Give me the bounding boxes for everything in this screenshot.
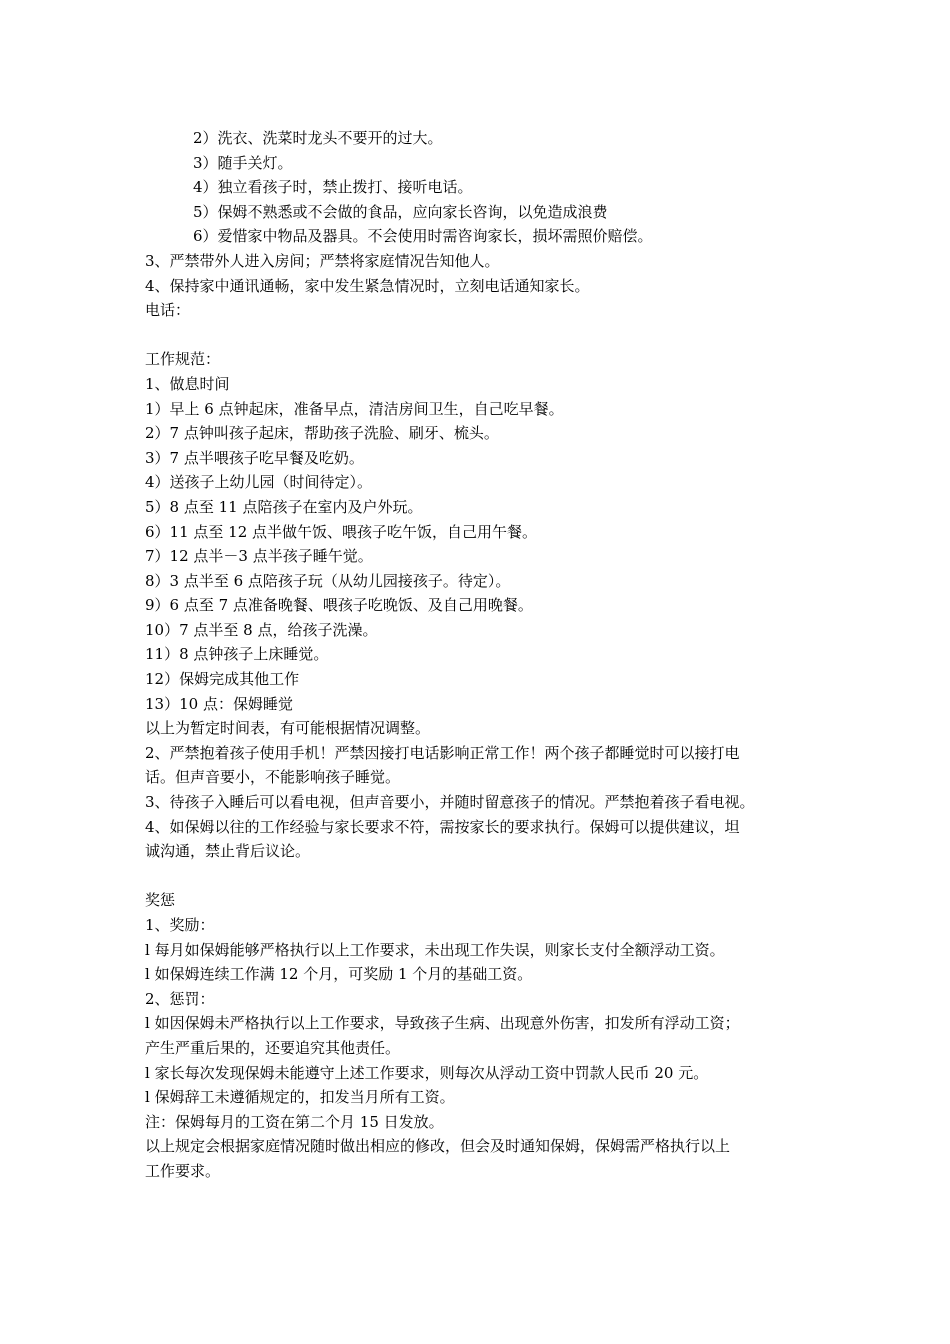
work-rule-3: 3、待孩子入睡后可以看电视，但声音要小，并随时留意孩子的情况。严禁抱着孩子看电视。 [145,793,755,812]
penalty-item-1-cont: 产生严重后果的，还要追究其他责任。 [145,1038,401,1057]
penalty-item-1: l 如因保姆未严格执行以上工作要求，导致孩子生病、出现意外伤害，扣发所有浮动工资； [145,1014,740,1033]
schedule-item: 12）保姆完成其他工作 [145,670,300,689]
closing-statement-cont: 工作要求。 [145,1161,221,1180]
schedule-item: 9）6 点至 7 点准备晚餐、喂孩子吃晚饭、及自己用晚餐。 [145,596,533,615]
work-norms-heading: 工作规范： [145,350,221,369]
saving-rule-item: 5）保姆不熟悉或不会做的食品，应向家长咨询，以免造成浪费 [193,202,608,221]
work-rule-2-cont: 话。但声音要小，不能影响孩子睡觉。 [145,768,401,787]
schedule-item: 2）7 点钟叫孩子起床，帮助孩子洗脸、刷牙、梳头。 [145,424,499,443]
schedule-item: 10）7 点半至 8 点，给孩子洗澡。 [145,620,378,639]
penalty-item-3: l 保姆辞工未遵循规定的，扣发当月所有工资。 [145,1088,455,1107]
salary-note: 注：保姆每月的工资在第二个月 15 日发放。 [145,1112,444,1131]
schedule-item: 5）8 点至 11 点陪孩子在室内及户外玩。 [145,497,423,516]
reward-heading: 1、奖励： [145,916,215,934]
schedule-item: 13）10 点：保姆睡觉 [145,694,293,713]
schedule-item: 4）送孩子上幼儿园（时间待定）。 [145,473,373,492]
work-rule-4: 4、如保姆以往的工作经验与家长要求不符，需按家长的要求执行。保姆可以提供建议，坦 [145,817,740,836]
schedule-item: 3）7 点半喂孩子吃早餐及吃奶。 [145,448,364,467]
rule-item-4: 4、保持家中通讯通畅，家中发生紧急情况时，立刻电话通知家长。 [145,276,590,295]
saving-rule-item: 2）洗衣、洗菜时龙头不要开的过大。 [193,129,443,147]
schedule-item: 6）11 点至 12 点半做午饭、喂孩子吃午饭，自己用午餐。 [145,522,538,541]
schedule-item: 11）8 点钟孩子上床睡觉。 [145,645,329,664]
saving-rule-item: 4）独立看孩子时，禁止拨打、接听电话。 [193,178,473,197]
work-rule-4-cont: 诚沟通，禁止背后议论。 [145,842,311,861]
spacer [145,864,825,889]
penalty-heading: 2、惩罚： [145,989,215,1008]
saving-rule-item: 6）爱惜家中物品及器具。不会使用时需咨询家长，损坏需照价赔偿。 [193,227,653,246]
schedule-item: 8）3 点半至 6 点陪孩子玩（从幼儿园接孩子。待定）。 [145,571,511,590]
reward-item: l 如保姆连续工作满 12 个月，可奖励 1 个月的基础工资。 [145,965,533,984]
penalty-item-2: l 家长每次发现保姆未能遵守上述工作要求，则每次从浮动工资中罚款人民币 20 元。 [145,1063,709,1082]
schedule-note: 以上为暂定时间表，有可能根据情况调整。 [145,719,431,738]
schedule-item: 7）12 点半－3 点半孩子睡午觉。 [145,547,373,566]
reward-item: l 每月如保姆能够严格执行以上工作要求，未出现工作失误，则家长支付全额浮动工资。 [145,940,725,959]
document-body [145,126,825,1184]
schedule-heading: 1、做息时间 [145,374,230,393]
rewards-heading: 奖惩 [145,891,176,910]
schedule-item: 1）早上 6 点钟起床，准备早点，清洁房间卫生，自己吃早餐。 [145,399,564,418]
spacer [145,323,825,348]
work-rule-2: 2、严禁抱着孩子使用手机！严禁因接打电话影响正常工作！两个孩子都睡觉时可以接打电 [145,743,740,762]
phone-label: 电话： [145,301,191,320]
rule-item-3: 3、严禁带外人进入房间；严禁将家庭情况告知他人。 [145,251,500,270]
closing-statement: 以上规定会根据家庭情况随时做出相应的修改，但会及时通知保姆，保姆需严格执行以上 [145,1137,731,1156]
saving-rule-item: 3）随手关灯。 [193,153,293,172]
